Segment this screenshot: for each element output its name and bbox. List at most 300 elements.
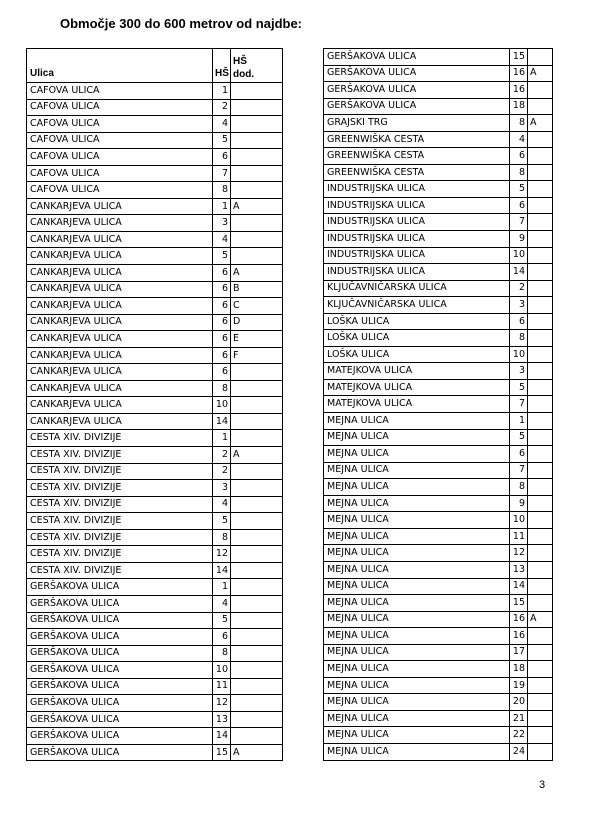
street-cell: INDUSTRIJSKA ULICA (324, 214, 510, 231)
table-row (324, 49, 553, 66)
house-number-cell: 8 (510, 115, 528, 132)
table-row (324, 644, 553, 661)
house-number-cell: 2 (213, 99, 231, 116)
house-number-cell: 14 (213, 562, 231, 579)
house-suffix-cell (528, 131, 553, 148)
street-cell: MATEJKOVA ULICA (324, 363, 510, 380)
street-cell: CANKARJEVA ULICA (27, 397, 213, 414)
table-row (324, 413, 553, 430)
house-suffix-cell (231, 595, 283, 612)
table-row (324, 313, 553, 330)
house-suffix-cell: B (231, 281, 283, 298)
street-cell: CANKARJEVA ULICA (27, 248, 213, 265)
table-row (324, 181, 553, 198)
house-number-cell: 6 (510, 446, 528, 463)
street-cell: CESTA XIV. DIVIZIJE (27, 480, 213, 497)
street-cell: MEJNA ULICA (324, 694, 510, 711)
house-suffix-cell (528, 727, 553, 744)
house-suffix-cell (231, 480, 283, 497)
table-row (324, 231, 553, 248)
street-cell: GERŠAKOVA ULICA (27, 662, 213, 679)
street-cell: GERŠAKOVA ULICA (27, 579, 213, 596)
house-number-cell: 6 (213, 298, 231, 315)
house-number-cell: 6 (510, 148, 528, 165)
house-number-cell: 1 (213, 83, 231, 100)
house-suffix-cell (528, 396, 553, 413)
house-suffix-cell (231, 231, 283, 248)
street-cell: CESTA XIV. DIVIZIJE (27, 562, 213, 579)
house-suffix-cell (231, 182, 283, 199)
street-cell: GREENWIŠKA CESTA (324, 148, 510, 165)
house-suffix-cell (231, 629, 283, 646)
table-row (27, 364, 283, 381)
street-cell: INDUSTRIJSKA ULICA (324, 264, 510, 281)
table-row (324, 82, 553, 99)
house-number-cell: 1 (510, 413, 528, 430)
house-number-cell: 6 (213, 364, 231, 381)
street-cell: MEJNA ULICA (324, 611, 510, 628)
house-number-cell: 12 (213, 695, 231, 712)
street-cell: MEJNA ULICA (324, 446, 510, 463)
table-row (324, 611, 553, 628)
street-cell: CESTA XIV. DIVIZIJE (27, 447, 213, 464)
house-suffix-cell (231, 662, 283, 679)
house-number-cell: 11 (213, 678, 231, 695)
table-row (27, 529, 283, 546)
table-row (324, 148, 553, 165)
table-row (27, 331, 283, 348)
house-number-cell: 6 (213, 149, 231, 166)
house-number-cell: 4 (213, 116, 231, 133)
street-cell: CANKARJEVA ULICA (27, 231, 213, 248)
house-suffix-cell (528, 743, 553, 760)
street-cell: MATEJKOVA ULICA (324, 396, 510, 413)
house-number-cell: 6 (213, 629, 231, 646)
house-suffix-cell (528, 98, 553, 115)
table-row (324, 512, 553, 529)
table-row (324, 214, 553, 231)
street-cell: CANKARJEVA ULICA (27, 380, 213, 397)
house-suffix-cell (231, 132, 283, 149)
house-suffix-cell (231, 380, 283, 397)
street-cell: CANKARJEVA ULICA (27, 347, 213, 364)
street-cell: GERŠAKOVA ULICA (27, 612, 213, 629)
house-suffix-cell (231, 99, 283, 116)
table-row (27, 380, 283, 397)
table-row (27, 413, 283, 430)
house-suffix-cell (528, 495, 553, 512)
street-cell: KLJUČAVNIČARSKA ULICA (324, 297, 510, 314)
house-suffix-cell (231, 149, 283, 166)
table-row (324, 346, 553, 363)
house-number-cell: 18 (510, 661, 528, 678)
table-row (324, 479, 553, 496)
house-suffix-cell (528, 280, 553, 297)
house-number-cell: 10 (213, 662, 231, 679)
street-cell: CANKARJEVA ULICA (27, 364, 213, 381)
house-suffix-cell (528, 578, 553, 595)
house-number-cell: 19 (510, 677, 528, 694)
house-number-cell: 15 (510, 595, 528, 612)
house-suffix-cell: A (528, 611, 553, 628)
house-number-cell: 2 (213, 447, 231, 464)
street-cell: GRAJSKI TRG (324, 115, 510, 132)
street-cell: CAFOVA ULICA (27, 182, 213, 199)
house-number-cell: 7 (510, 214, 528, 231)
house-suffix-cell: A (528, 115, 553, 132)
house-suffix-cell (231, 513, 283, 530)
house-number-cell: 5 (213, 612, 231, 629)
house-number-cell: 6 (213, 281, 231, 298)
street-cell: CESTA XIV. DIVIZIJE (27, 546, 213, 563)
house-number-cell: 3 (213, 215, 231, 232)
house-number-cell: 3 (213, 480, 231, 497)
street-cell: MEJNA ULICA (324, 561, 510, 578)
house-suffix-cell: C (231, 298, 283, 315)
house-suffix-cell (528, 148, 553, 165)
house-number-cell: 1 (213, 430, 231, 447)
house-number-cell: 5 (510, 379, 528, 396)
house-suffix-cell (231, 546, 283, 563)
street-cell: CAFOVA ULICA (27, 116, 213, 133)
house-number-cell: 16 (510, 628, 528, 645)
house-number-cell: 13 (510, 561, 528, 578)
table-row (324, 561, 553, 578)
house-suffix-cell (528, 462, 553, 479)
house-number-cell: 6 (213, 314, 231, 331)
house-suffix-cell (528, 49, 553, 66)
street-cell: MEJNA ULICA (324, 528, 510, 545)
house-number-cell: 5 (510, 429, 528, 446)
house-number-cell: 2 (510, 280, 528, 297)
table-row (27, 496, 283, 513)
table-row (27, 430, 283, 447)
street-cell: MEJNA ULICA (324, 628, 510, 645)
house-number-cell: 7 (510, 462, 528, 479)
table-row (27, 447, 283, 464)
house-suffix-cell (231, 695, 283, 712)
house-suffix-cell (231, 165, 283, 182)
street-cell: CESTA XIV. DIVIZIJE (27, 496, 213, 513)
house-number-cell: 16 (510, 82, 528, 99)
house-number-cell: 1 (213, 198, 231, 215)
house-suffix-cell (231, 612, 283, 629)
house-number-cell: 7 (510, 396, 528, 413)
house-number-cell: 8 (213, 645, 231, 662)
street-cell: MEJNA ULICA (324, 512, 510, 529)
table-row (324, 462, 553, 479)
house-number-cell: 14 (213, 728, 231, 745)
house-number-cell: 10 (510, 512, 528, 529)
table-row (324, 115, 553, 132)
table-row (324, 264, 553, 281)
header-suffix (231, 49, 283, 83)
house-suffix-cell (231, 579, 283, 596)
header-suffix-line2: dod. (233, 69, 255, 80)
house-suffix-cell (231, 529, 283, 546)
table-row (324, 164, 553, 181)
house-number-cell: 4 (213, 231, 231, 248)
table-row (27, 198, 283, 215)
table-row (27, 645, 283, 662)
street-cell: MEJNA ULICA (324, 462, 510, 479)
house-suffix-cell (528, 644, 553, 661)
house-number-cell: 2 (213, 463, 231, 480)
address-table-right (323, 48, 553, 761)
house-number-cell: 8 (510, 330, 528, 347)
table-row (27, 83, 283, 100)
house-suffix-cell (528, 595, 553, 612)
house-number-cell: 22 (510, 727, 528, 744)
house-number-cell: 6 (213, 347, 231, 364)
house-suffix-cell (528, 82, 553, 99)
house-number-cell: 6 (213, 331, 231, 348)
street-cell: INDUSTRIJSKA ULICA (324, 231, 510, 248)
street-cell: CANKARJEVA ULICA (27, 265, 213, 282)
house-suffix-cell (231, 364, 283, 381)
street-cell: GERŠAKOVA ULICA (324, 82, 510, 99)
table-row (27, 744, 283, 761)
house-number-cell: 5 (213, 248, 231, 265)
street-cell: GERŠAKOVA ULICA (324, 65, 510, 82)
table-row (27, 562, 283, 579)
street-cell: CAFOVA ULICA (27, 149, 213, 166)
table-row (27, 298, 283, 315)
table-row (324, 743, 553, 760)
house-suffix-cell: A (231, 447, 283, 464)
street-cell: CAFOVA ULICA (27, 132, 213, 149)
table-row (27, 595, 283, 612)
house-suffix-cell (231, 562, 283, 579)
house-number-cell: 15 (213, 744, 231, 761)
house-suffix-cell (528, 363, 553, 380)
table-header-row (27, 49, 283, 83)
house-suffix-cell (231, 645, 283, 662)
house-suffix-cell (528, 512, 553, 529)
house-suffix-cell (528, 330, 553, 347)
table-row (27, 149, 283, 166)
table-row (324, 65, 553, 82)
street-cell: GERŠAKOVA ULICA (27, 629, 213, 646)
house-suffix-cell (231, 116, 283, 133)
house-number-cell: 3 (510, 363, 528, 380)
table-row (27, 314, 283, 331)
house-number-cell: 18 (510, 98, 528, 115)
house-number-cell: 17 (510, 644, 528, 661)
table-row (324, 628, 553, 645)
table-row (27, 248, 283, 265)
street-cell: CAFOVA ULICA (27, 83, 213, 100)
house-suffix-cell (528, 264, 553, 281)
table-row (27, 695, 283, 712)
house-suffix-cell (231, 83, 283, 100)
street-cell: GREENWIŠKA CESTA (324, 164, 510, 181)
table-row (324, 363, 553, 380)
table-row (27, 132, 283, 149)
house-number-cell: 13 (213, 711, 231, 728)
house-number-cell: 7 (213, 165, 231, 182)
street-cell: CESTA XIV. DIVIZIJE (27, 430, 213, 447)
house-number-cell: 10 (510, 346, 528, 363)
house-number-cell: 10 (510, 247, 528, 264)
house-suffix-cell (528, 214, 553, 231)
page-title: Območje 300 do 600 metrov od najdbe: (60, 16, 303, 31)
house-suffix-cell (528, 446, 553, 463)
house-suffix-cell: F (231, 347, 283, 364)
house-number-cell: 15 (510, 49, 528, 66)
house-number-cell: 21 (510, 710, 528, 727)
street-cell: GERŠAKOVA ULICA (27, 728, 213, 745)
house-suffix-cell (528, 247, 553, 264)
street-cell: CANKARJEVA ULICA (27, 198, 213, 215)
house-number-cell: 4 (213, 595, 231, 612)
house-suffix-cell (528, 164, 553, 181)
house-suffix-cell (528, 313, 553, 330)
table-row (324, 396, 553, 413)
house-suffix-cell (231, 728, 283, 745)
house-suffix-cell (528, 429, 553, 446)
house-number-cell: 8 (213, 182, 231, 199)
house-suffix-cell: A (528, 65, 553, 82)
street-cell: CESTA XIV. DIVIZIJE (27, 463, 213, 480)
table-row (27, 165, 283, 182)
house-suffix-cell (528, 628, 553, 645)
street-cell: GREENWIŠKA CESTA (324, 131, 510, 148)
house-number-cell: 5 (213, 513, 231, 530)
house-suffix-cell: A (231, 744, 283, 761)
house-suffix-cell (231, 463, 283, 480)
house-number-cell: 20 (510, 694, 528, 711)
house-number-cell: 9 (510, 231, 528, 248)
table-row (324, 429, 553, 446)
street-cell: GERŠAKOVA ULICA (27, 645, 213, 662)
house-suffix-cell (528, 379, 553, 396)
table-row (324, 710, 553, 727)
house-number-cell: 4 (510, 131, 528, 148)
street-cell: GERŠAKOVA ULICA (27, 678, 213, 695)
house-number-cell: 14 (510, 264, 528, 281)
address-table-left (26, 48, 283, 761)
house-suffix-cell (528, 710, 553, 727)
street-cell: MEJNA ULICA (324, 429, 510, 446)
street-cell: CANKARJEVA ULICA (27, 331, 213, 348)
street-cell: MATEJKOVA ULICA (324, 379, 510, 396)
street-cell: GERŠAKOVA ULICA (27, 744, 213, 761)
house-suffix-cell: A (231, 198, 283, 215)
house-suffix-cell (528, 661, 553, 678)
table-row (27, 513, 283, 530)
house-suffix-cell (231, 215, 283, 232)
house-number-cell: 9 (510, 495, 528, 512)
street-cell: CESTA XIV. DIVIZIJE (27, 529, 213, 546)
table-row (27, 116, 283, 133)
table-row (324, 280, 553, 297)
street-cell: MEJNA ULICA (324, 710, 510, 727)
table-row (324, 131, 553, 148)
house-suffix-cell (528, 479, 553, 496)
street-cell: LOŠKA ULICA (324, 346, 510, 363)
table-row (324, 578, 553, 595)
street-cell: CAFOVA ULICA (27, 99, 213, 116)
house-number-cell: 6 (510, 313, 528, 330)
house-number-cell: 12 (213, 546, 231, 563)
house-number-cell: 10 (213, 397, 231, 414)
table-row (324, 694, 553, 711)
house-suffix-cell (231, 711, 283, 728)
table-row (27, 265, 283, 282)
street-cell: GERŠAKOVA ULICA (27, 595, 213, 612)
table-row (324, 297, 553, 314)
table-row (324, 661, 553, 678)
house-number-cell: 6 (510, 197, 528, 214)
street-cell: MEJNA ULICA (324, 595, 510, 612)
house-number-cell: 12 (510, 545, 528, 562)
address-table-left-body (27, 83, 283, 761)
street-cell: MEJNA ULICA (324, 743, 510, 760)
house-number-cell: 16 (510, 65, 528, 82)
house-suffix-cell (231, 430, 283, 447)
house-number-cell: 14 (213, 413, 231, 430)
house-number-cell: 16 (510, 611, 528, 628)
header-street: Ulica (27, 49, 213, 83)
street-cell: MEJNA ULICA (324, 479, 510, 496)
table-row (324, 446, 553, 463)
street-cell: CANKARJEVA ULICA (27, 298, 213, 315)
house-suffix-cell: A (231, 265, 283, 282)
table-row (324, 595, 553, 612)
street-cell: CANKARJEVA ULICA (27, 281, 213, 298)
street-cell: INDUSTRIJSKA ULICA (324, 181, 510, 198)
house-number-cell: 8 (213, 529, 231, 546)
house-suffix-cell (528, 297, 553, 314)
table-row (27, 182, 283, 199)
table-row (324, 197, 553, 214)
house-suffix-cell (528, 346, 553, 363)
house-suffix-cell (231, 496, 283, 513)
house-suffix-cell (528, 561, 553, 578)
house-suffix-cell (528, 413, 553, 430)
table-row (27, 397, 283, 414)
house-number-cell: 8 (510, 479, 528, 496)
table-row (27, 463, 283, 480)
table-row (27, 678, 283, 695)
street-cell: MEJNA ULICA (324, 545, 510, 562)
street-cell: INDUSTRIJSKA ULICA (324, 197, 510, 214)
street-cell: GERŠAKOVA ULICA (324, 98, 510, 115)
house-suffix-cell (528, 231, 553, 248)
house-suffix-cell (528, 677, 553, 694)
table-row (324, 98, 553, 115)
table-row (27, 215, 283, 232)
house-suffix-cell (528, 528, 553, 545)
street-cell: CAFOVA ULICA (27, 165, 213, 182)
table-row (27, 99, 283, 116)
house-suffix-cell (231, 678, 283, 695)
page-number: 3 (539, 779, 546, 791)
table-row (27, 662, 283, 679)
house-number-cell: 8 (510, 164, 528, 181)
header-suffix-line1: HŠ (233, 56, 247, 67)
table-row (324, 545, 553, 562)
street-cell: LOŠKA ULICA (324, 330, 510, 347)
table-row (324, 677, 553, 694)
street-cell: INDUSTRIJSKA ULICA (324, 247, 510, 264)
house-number-cell: 4 (213, 496, 231, 513)
table-row (324, 330, 553, 347)
street-cell: KLJUČAVNIČARSKA ULICA (324, 280, 510, 297)
street-cell: MEJNA ULICA (324, 727, 510, 744)
street-cell: GERŠAKOVA ULICA (27, 695, 213, 712)
